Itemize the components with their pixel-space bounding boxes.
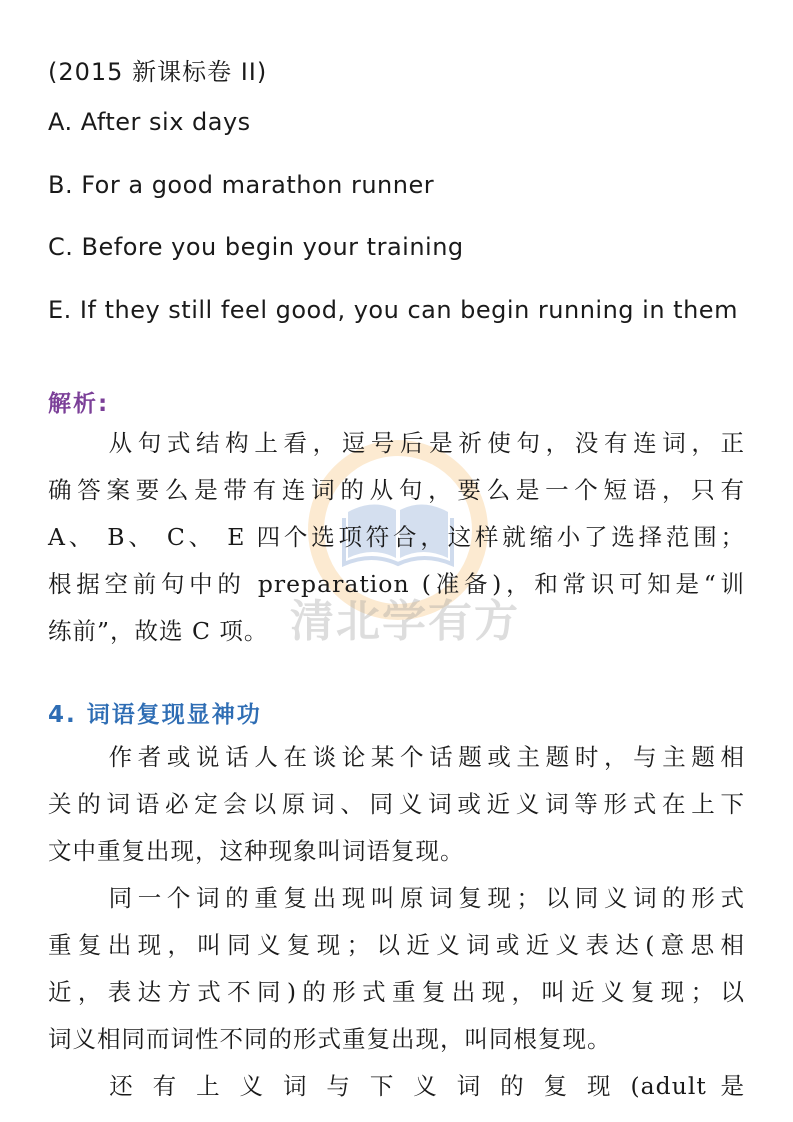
option-b: B. For a good marathon runner [48,171,435,199]
section-line: 还 有 上 义 词 与 下 义 词 的 复 现 (adult 是 [104,1072,745,1100]
watermark-text: 清北学有方 [290,596,520,647]
analysis-line: 根据空前句中的 preparation (准备)，和常识可知是“训 [48,570,745,598]
section-heading: 4. 词语复现显神功 [48,702,262,728]
analysis-line: 从句式结构上看，逗号后是祈使句，没有连词，正 [104,429,745,457]
option-a: A. After six days [48,108,251,136]
section-line: 作者或说话人在谈论某个话题或主题时，与主题相 [104,743,745,771]
section-line: 词义相同而词性不同的形式重复出现，叫同根复现。 [48,1025,612,1053]
analysis-line: 确答案要么是带有连词的从句，要么是一个短语，只有 [48,476,745,504]
section-line: 近，表达方式不同)的形式重复出现，叫近义复现；以 [48,978,745,1006]
analysis-paragraph [48,420,745,655]
section-body [48,734,745,1110]
section-line: 关的词语必定会以原词、同义词或近义词等形式在上下 [48,790,745,818]
source-note: (2015 新课标卷 II) [48,58,268,86]
section-line: 文中重复出现，这种现象叫词语复现。 [48,837,465,865]
section-line: 重复出现，叫同义复现；以近义词或近义表达(意思相 [48,931,745,959]
analysis-line: 练前”，故选 C 项。 [48,617,269,645]
option-e: E. If they still feel good, you can begin running in them [48,296,738,324]
analysis-line: A、 B、 C、 E 四个选项符合，这样就缩小了选择范围； [48,523,745,551]
section-line: 同一个词的重复出现叫原词复现；以同义词的形式 [104,884,745,912]
analysis-heading: 解析: [48,391,110,417]
option-c: C. Before you begin your training [48,233,464,261]
